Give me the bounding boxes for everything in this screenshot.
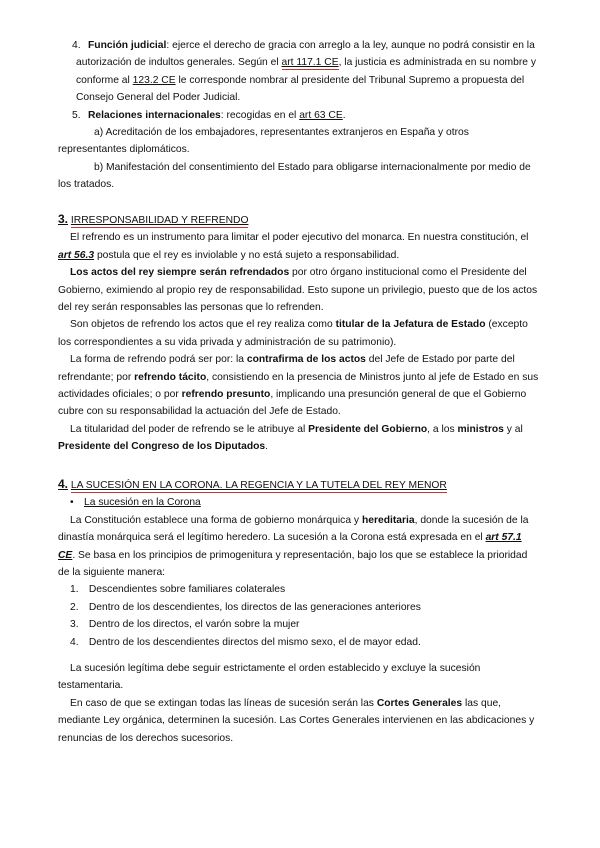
ref-link[interactable]: art 117.1 CE	[281, 57, 339, 69]
section-3-heading: 3. IRRESPONSABILIDAD Y REFRENDO	[58, 212, 249, 226]
ref-link[interactable]: art 57.1 CE	[58, 532, 522, 561]
list-item: 2. Dentro de los descendientes, los directos de las generaciones anteriores	[70, 601, 421, 613]
ref-link[interactable]: art 63 CE	[299, 109, 343, 121]
list-item: 1. Descendientes sobre familiares colaterales	[70, 584, 286, 596]
bullet-icon: •	[70, 497, 74, 509]
succession-order-list	[58, 581, 540, 651]
functions-list	[58, 37, 540, 194]
subsection-title: • La sucesión en la Corona	[58, 494, 540, 511]
section-3-paragraph: Son objetos de refrendo los actos que el rey realiza como titular de la Jefatura de Estado (excepto los correspondientes a su vida privada y administración de su patrimonio).	[58, 319, 528, 348]
section-4	[58, 476, 540, 747]
function-judicial: 4. Función judicial: ejerce el derecho de gracia con arreglo a la ley, aunque no podrá consistir en la autorización de indultos generales. Según el art 117.1 CE, la justicia es administrada en su nombre y conforme al 123.2 CE le corresponde nombrar al presidente del Tribunal Supremo a propuesta del Consejo General del Poder Judicial.	[72, 40, 537, 104]
ref-link[interactable]: 123.2 CE	[132, 74, 176, 86]
section-3-paragraph: La titularidad del poder de refrendo se le atribuye al Presidente del Gobierno, a los ministros y al Presidente del Congreso de los Diputados.	[58, 423, 523, 453]
list-item: 3. Dentro de los directos, el varón sobre la mujer	[70, 619, 300, 631]
section-3	[58, 211, 540, 456]
ref-link[interactable]: art 56.3	[58, 249, 95, 261]
function-international: 5. Relaciones internacionales: recogidas en el art 63 CE.	[72, 109, 346, 121]
section-4-heading: 4. LA SUCESIÓN EN LA CORONA. LA REGENCIA Y LA TUTELA DEL REY MENOR	[58, 477, 447, 491]
list-item: 4. Dentro de los descendientes directos del mismo sexo, el de mayor edad.	[70, 636, 421, 648]
section-3-paragraph: El refrendo es un instrumento para limitar el poder ejecutivo del monarca. En nuestra constitución, el art 56.3 postula que el rey es inviolable y no está sujeto a responsabilidad.	[58, 232, 529, 261]
intl-item-a: a) Acreditación de los embajadores, representantes extranjeros en España y otros representantes diplomáticos.	[58, 127, 469, 156]
section-4-paragraph: La Constitución establece una forma de gobierno monárquica y hereditaria, donde la sucesión de la dinastía monárquica será el legítimo heredero. La sucesión a la Corona está expresada en el art 57.1 CE. Se basa en los principios de primogenitura y representación, bajo los que se establece la prioridad de la siguiente manera:	[58, 514, 529, 579]
intl-item-b: b) Manifestación del consentimiento del Estado para obligarse internacionalmente por medio de los tratados.	[58, 161, 531, 191]
section-3-paragraph: La forma de refrendo podrá ser por: la contrafirma de los actos del Jefe de Estado por parte del refrendante; por refrendo tácito, consistiendo en la presencia de Ministros junto al jefe de Estado en sus actividades oficiales; o por refrendo presunto, implicando una presunción general de que el Gobierno cubre con su responsabilidad la actuación del Jefe de Estado.	[58, 354, 539, 418]
section-4-paragraph: La sucesión legítima debe seguir estrictamente el orden establecido y excluye la sucesión testamentaria.	[58, 663, 481, 692]
section-4-paragraph: En caso de que se extingan todas las líneas de sucesión serán las Cortes Generales las que, mediante Ley orgánica, determinen la sucesión. Las Cortes Generales intervienen en las abdicaciones y renuncias de los derechos sucesorios.	[58, 697, 535, 744]
section-3-paragraph: Los actos del rey siempre serán refrendados por otro órgano institucional como el Presidente del Gobierno, eximiendo al propio rey de responsabilidad. Esto supone un privilegio, puesto que de los actos del rey serán responsables las personas que lo refrenden.	[58, 267, 538, 314]
